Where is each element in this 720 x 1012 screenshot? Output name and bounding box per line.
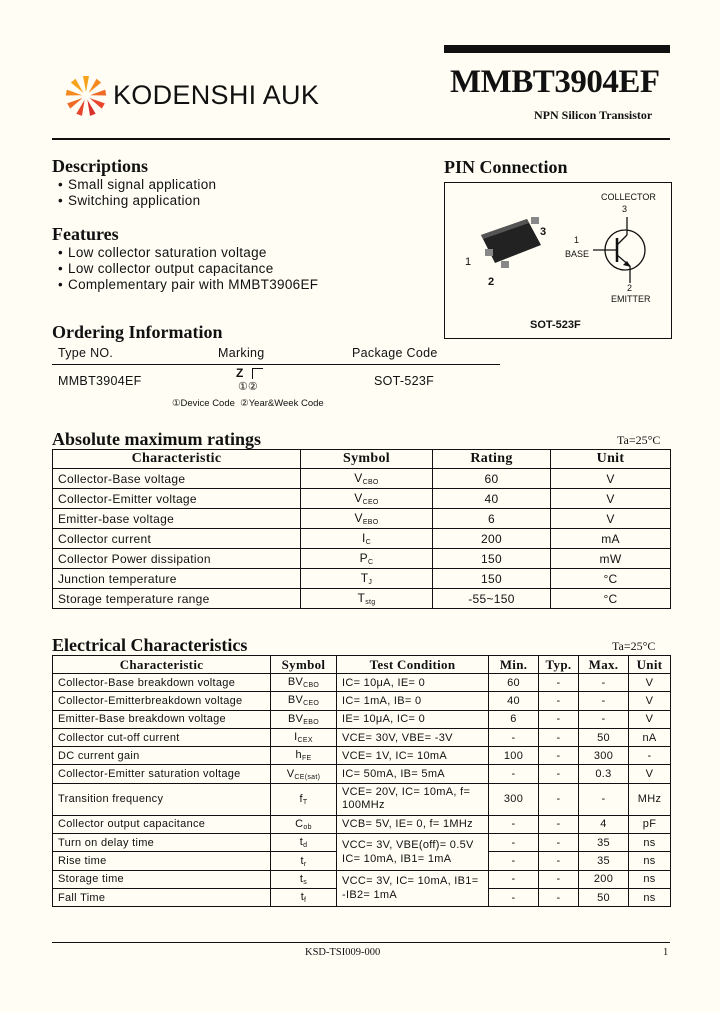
cell-unit: °C	[551, 589, 671, 609]
cell-rating: 150	[433, 549, 551, 569]
cell-characteristic: Emitter-base voltage	[53, 509, 301, 529]
part-number: MMBT3904EF	[450, 64, 660, 100]
table-header: Test Condition	[337, 656, 489, 674]
cell-test-condition: VCE= 20V, IC= 10mA, f= 100MHz	[337, 783, 489, 815]
base-label: BASE	[565, 249, 590, 259]
cell-symbol: $BV_{CBO}$	[271, 674, 337, 692]
table-row	[53, 783, 671, 815]
cell-test-condition: IC= 50mA, IB= 5mA	[337, 765, 489, 783]
cell-unit: ns	[629, 834, 671, 852]
cell-max: 50	[579, 728, 629, 746]
cell-min: 60	[489, 674, 539, 692]
cell-unit: ns	[629, 870, 671, 888]
cell-max: -	[579, 674, 629, 692]
cell-characteristic: Collector-Emitter saturation voltage	[53, 765, 271, 783]
cell-characteristic: Emitter-Base breakdown voltage	[53, 710, 271, 728]
table-header: Symbol	[301, 450, 433, 469]
cell-typ: -	[539, 815, 579, 833]
cell-characteristic: Collector-Base breakdown voltage	[53, 674, 271, 692]
cell-typ: -	[539, 834, 579, 852]
footer-divider	[52, 942, 670, 943]
cell-symbol: $t_f$	[271, 888, 337, 906]
cell-unit: V	[629, 765, 671, 783]
table-row	[53, 834, 671, 852]
features-title: Features	[52, 224, 119, 244]
electrical-table	[52, 655, 671, 907]
table-header: Characteristic	[53, 656, 271, 674]
cell-symbol: $T_J$	[301, 569, 433, 589]
pin-connection-title: PIN Connection	[444, 157, 568, 177]
table-header: Characteristic	[53, 450, 301, 469]
table-header: Symbol	[271, 656, 337, 674]
package-label: SOT-523F	[530, 319, 581, 331]
table-row	[53, 710, 671, 728]
cell-test-condition: VCE= 30V, VBE= -3V	[337, 728, 489, 746]
cell-characteristic: DC current gain	[53, 747, 271, 765]
cell-characteristic: Collector-Emitterbreakdown voltage	[53, 692, 271, 710]
table-row	[53, 870, 671, 888]
table-row	[53, 589, 671, 609]
table-header: Unit	[629, 656, 671, 674]
cell-typ: -	[539, 728, 579, 746]
cell-symbol: $I_C$	[301, 529, 433, 549]
cell-unit: °C	[551, 569, 671, 589]
cell-max: 35	[579, 852, 629, 870]
header-bar	[444, 45, 670, 53]
cell-max: -	[579, 783, 629, 815]
cell-unit: V	[629, 692, 671, 710]
cell-test-condition: VCE= 1V, IC= 10mA	[337, 747, 489, 765]
table-header: Max.	[579, 656, 629, 674]
cell-characteristic: Transition frequency	[53, 783, 271, 815]
feature-item: • Low collector output capacitance	[58, 261, 274, 276]
pin-label: 1	[465, 256, 472, 268]
electrical-title: Electrical Characteristics	[52, 635, 248, 655]
table-header: Unit	[551, 450, 671, 469]
cell-max: -	[579, 692, 629, 710]
cell-min: -	[489, 815, 539, 833]
footer-page-number: 1	[663, 947, 669, 958]
cell-typ: -	[539, 783, 579, 815]
cell-symbol: $BV_{CEO}$	[271, 692, 337, 710]
cell-characteristic: Collector cut-off current	[53, 728, 271, 746]
symbol-pin-label: 2	[627, 283, 633, 293]
cell-symbol: $BV_{EBO}$	[271, 710, 337, 728]
cell-symbol: $h_{FE}$	[271, 747, 337, 765]
cell-symbol: $t_d$	[271, 834, 337, 852]
ordering-type-no: MMBT3904EF	[58, 374, 142, 388]
table-row	[53, 692, 671, 710]
package-diagram	[445, 183, 671, 338]
cell-max: 0.3	[579, 765, 629, 783]
kodenshi-logo-icon	[64, 74, 108, 118]
cell-characteristic: Turn on delay time	[53, 834, 271, 852]
collector-label: COLLECTOR	[601, 192, 656, 202]
brand-name: KODENSHI AUK	[113, 80, 320, 110]
cell-symbol: $V_{CBO}$	[301, 469, 433, 489]
cell-symbol: $f_T$	[271, 783, 337, 815]
cell-characteristic: Storage time	[53, 870, 271, 888]
marking-symbols: ①②	[238, 381, 258, 393]
cell-test-condition: IE= 10μA, IC= 0	[337, 710, 489, 728]
cell-min: 40	[489, 692, 539, 710]
marking-code: Z	[236, 366, 244, 380]
cell-characteristic: Collector output capacitance	[53, 815, 271, 833]
emitter-label: EMITTER	[611, 294, 651, 304]
table-row	[53, 469, 671, 489]
cell-min: 6	[489, 710, 539, 728]
cell-typ: -	[539, 870, 579, 888]
pin-label: 2	[488, 276, 495, 288]
cell-unit: mA	[551, 529, 671, 549]
cell-characteristic: Junction temperature	[53, 569, 301, 589]
cell-typ: -	[539, 710, 579, 728]
cell-max: -	[579, 710, 629, 728]
table-header: Rating	[433, 450, 551, 469]
header-divider	[52, 138, 670, 140]
cell-typ: -	[539, 765, 579, 783]
cell-characteristic: Rise time	[53, 852, 271, 870]
symbol-pin-label: 1	[574, 235, 580, 245]
abs-max-table	[52, 449, 671, 609]
cell-typ: -	[539, 674, 579, 692]
abs-max-condition: Ta=25°C	[617, 433, 661, 447]
cell-characteristic: Collector current	[53, 529, 301, 549]
cell-min: 300	[489, 783, 539, 815]
cell-min: -	[489, 728, 539, 746]
cell-rating: 6	[433, 509, 551, 529]
cell-typ: -	[539, 692, 579, 710]
table-row	[53, 765, 671, 783]
cell-characteristic: Storage temperature range	[53, 589, 301, 609]
description-item: • Small signal application	[58, 177, 217, 192]
ordering-header-type: Type NO.	[58, 346, 114, 360]
cell-unit: mW	[551, 549, 671, 569]
table-row	[53, 674, 671, 692]
cell-unit: MHz	[629, 783, 671, 815]
ordering-title: Ordering Information	[52, 322, 223, 342]
part-subtitle: NPN Silicon Transistor	[534, 108, 653, 122]
cell-unit: V	[551, 509, 671, 529]
ordering-package-code: SOT-523F	[374, 374, 435, 388]
cell-typ: -	[539, 888, 579, 906]
table-header: Min.	[489, 656, 539, 674]
footer-doc-number: KSD-TSI009-000	[305, 947, 381, 958]
table-row	[53, 529, 671, 549]
cell-min: 100	[489, 747, 539, 765]
cell-unit: ns	[629, 852, 671, 870]
cell-rating: 60	[433, 469, 551, 489]
cell-unit: nA	[629, 728, 671, 746]
cell-rating: 150	[433, 569, 551, 589]
cell-unit: -	[629, 747, 671, 765]
cell-max: 200	[579, 870, 629, 888]
feature-item: • Complementary pair with MMBT3906EF	[58, 277, 319, 292]
cell-symbol: $V_{EBO}$	[301, 509, 433, 529]
cell-min: -	[489, 834, 539, 852]
cell-min: -	[489, 765, 539, 783]
marking-outline	[252, 368, 263, 379]
cell-typ: -	[539, 852, 579, 870]
cell-symbol: $t_s$	[271, 870, 337, 888]
cell-characteristic: Collector-Emitter voltage	[53, 489, 301, 509]
cell-characteristic: Collector Power dissipation	[53, 549, 301, 569]
cell-test-condition: VCC= 3V, VBE(off)= 0.5V IC= 10mA, IB1= 1mA	[337, 834, 489, 871]
cell-rating: 200	[433, 529, 551, 549]
table-row	[53, 747, 671, 765]
table-row	[53, 489, 671, 509]
cell-unit: pF	[629, 815, 671, 833]
cell-unit: V	[551, 469, 671, 489]
symbol-pin-label: 3	[622, 204, 628, 214]
cell-symbol: $I_{CEX}$	[271, 728, 337, 746]
cell-symbol: $T_{stg}$	[301, 589, 433, 609]
cell-symbol: $C_{ob}$	[271, 815, 337, 833]
cell-unit: V	[629, 674, 671, 692]
cell-min: -	[489, 852, 539, 870]
cell-typ: -	[539, 747, 579, 765]
cell-test-condition: IC= 1mA, IB= 0	[337, 692, 489, 710]
ordering-divider	[52, 364, 500, 365]
cell-max: 50	[579, 888, 629, 906]
feature-item: • Low collector saturation voltage	[58, 245, 267, 260]
ordering-header-package: Package Code	[352, 346, 438, 360]
table-header: Typ.	[539, 656, 579, 674]
cell-max: 4	[579, 815, 629, 833]
table-row	[53, 549, 671, 569]
table-row	[53, 569, 671, 589]
table-row	[53, 815, 671, 833]
table-row	[53, 728, 671, 746]
cell-unit: ns	[629, 888, 671, 906]
ordering-header-marking: Marking	[218, 346, 265, 360]
cell-symbol: $t_r$	[271, 852, 337, 870]
pin-label: 3	[540, 226, 547, 238]
cell-symbol: $P_C$	[301, 549, 433, 569]
cell-characteristic: Collector-Base voltage	[53, 469, 301, 489]
pin-connection-box	[444, 182, 672, 339]
cell-characteristic: Fall Time	[53, 888, 271, 906]
descriptions-title: Descriptions	[52, 156, 148, 176]
cell-unit: V	[629, 710, 671, 728]
table-row	[53, 509, 671, 529]
abs-max-title: Absolute maximum ratings	[52, 429, 262, 449]
cell-symbol: $V_{CE(sat)}$	[271, 765, 337, 783]
cell-rating: -55~150	[433, 589, 551, 609]
cell-test-condition: VCB= 5V, IE= 0, f= 1MHz	[337, 815, 489, 833]
cell-min: -	[489, 888, 539, 906]
cell-unit: V	[551, 489, 671, 509]
cell-rating: 40	[433, 489, 551, 509]
cell-max: 300	[579, 747, 629, 765]
description-item: • Switching application	[58, 193, 201, 208]
cell-min: -	[489, 870, 539, 888]
cell-symbol: $V_{CEO}$	[301, 489, 433, 509]
cell-test-condition: IC= 10μA, IE= 0	[337, 674, 489, 692]
cell-max: 35	[579, 834, 629, 852]
cell-test-condition: VCC= 3V, IC= 10mA, IB1= -IB2= 1mA	[337, 870, 489, 907]
electrical-condition: Ta=25°C	[612, 639, 656, 653]
marking-note: ①Device Code ②Year&Week Code	[172, 398, 324, 409]
